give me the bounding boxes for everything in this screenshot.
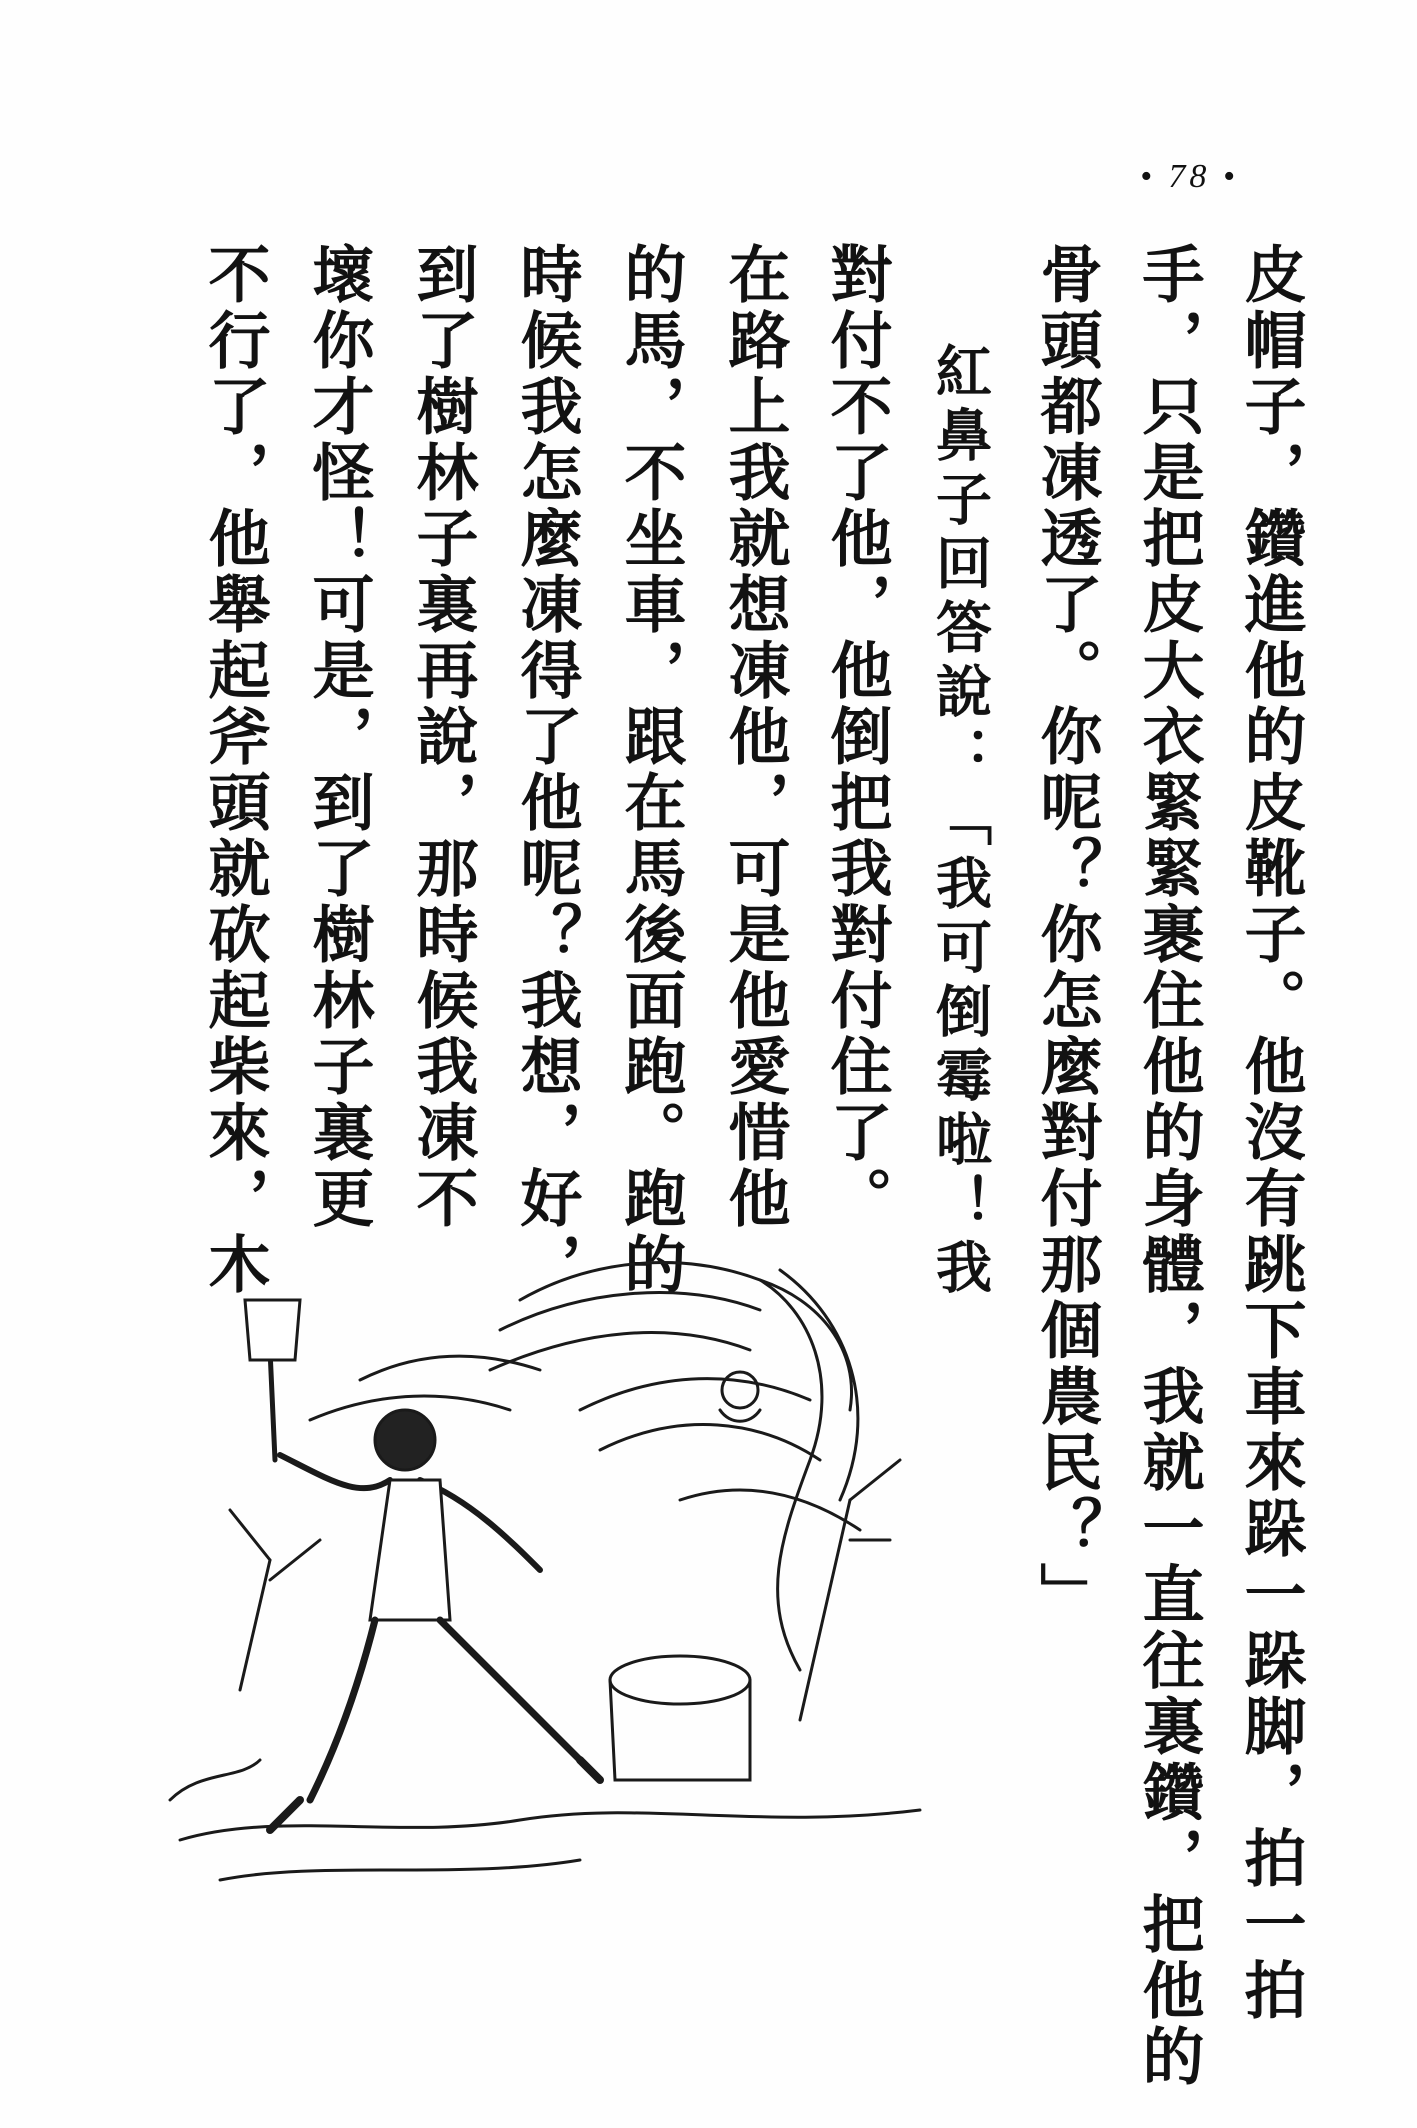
text-column-1: 皮帽子，鑽進他的皮靴子。他沒有跳下車來跺一跺脚，拍一拍 <box>1234 242 1307 2024</box>
text-column-4: 紅鼻子回答說：「我可倒霉啦！我 <box>927 342 993 1302</box>
text-column-6: 在路上我就想凍他，可是他愛惜他 <box>718 242 791 1232</box>
text-column-2: 手，只是把皮大衣緊緊裹住他的身體，我就一直往裏鑽，把他的 <box>1132 242 1205 2090</box>
text-column-8: 時候我怎麼凍得了他呢？我想，好， <box>510 242 583 1298</box>
text-column-3: 骨頭都凍透了。你呢？你怎麼對付那個農民？」 <box>1030 242 1103 1628</box>
woodcutter-illustration <box>160 1240 1040 2020</box>
text-column-5: 對付不了他，他倒把我對付住了。 <box>820 242 893 1232</box>
text-column-10: 壞你才怪！可是，到了樹林子裏更 <box>302 242 375 1232</box>
text-column-11: 不行了，他舉起斧頭就砍起柴來，木 <box>198 242 271 1298</box>
page-number: • 78 • <box>1140 158 1239 195</box>
text-column-7: 的馬，不坐車，跟在馬後面跑。跑的 <box>614 242 687 1298</box>
text-column-9: 到了樹林子裏再說，那時候我凍不 <box>406 242 479 1232</box>
